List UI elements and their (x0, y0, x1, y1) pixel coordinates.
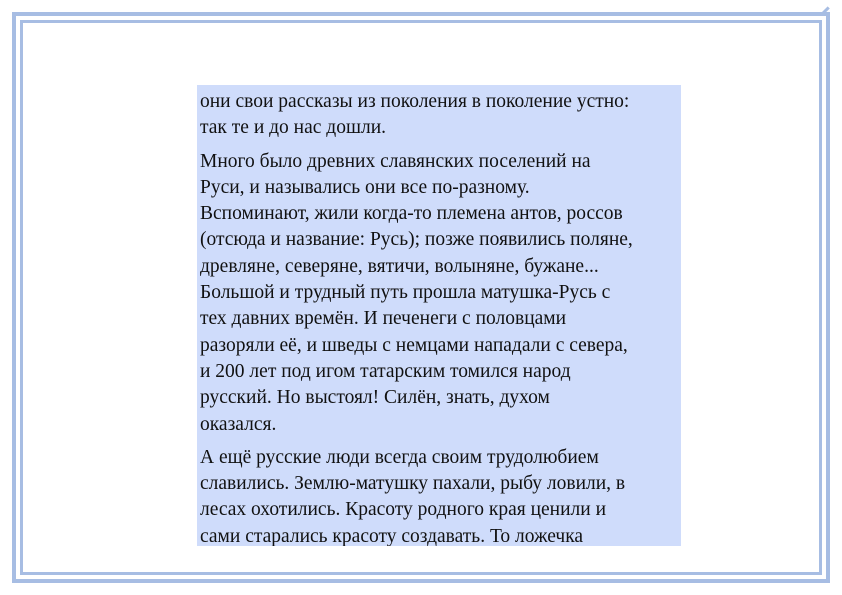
paragraph-2: Много было древних славянских поселений на Руси, и назывались они все по-разному. Вспоминают, жили когда-то племена антов, россов (отсюда и название: Русь); позже появились поляне, древляне, северяне, вятичи, волыняне, бужане... Большой и трудный путь прошла матушка-Русь с тех давних времён. И печенеги с половцами разоряли её, и шведы с немцами нападали с севера, и 200 лет под игом татарским томился народ русский. Но выстоял! Силён, знать, духом оказался. (200, 150, 633, 435)
paragraph-3: А ещё русские люди всегда своим трудолюбием славились. Землю-матушку пахали, рыбу ловили, в лесах охотились. Красоту родного края ценили и сами старались красоту создавать. То ложечка (200, 446, 626, 546)
selected-text-block[interactable] (197, 85, 681, 546)
paragraph-1: они свои рассказы из поколения в поколение устно: так те и до нас дошли. (200, 91, 630, 139)
